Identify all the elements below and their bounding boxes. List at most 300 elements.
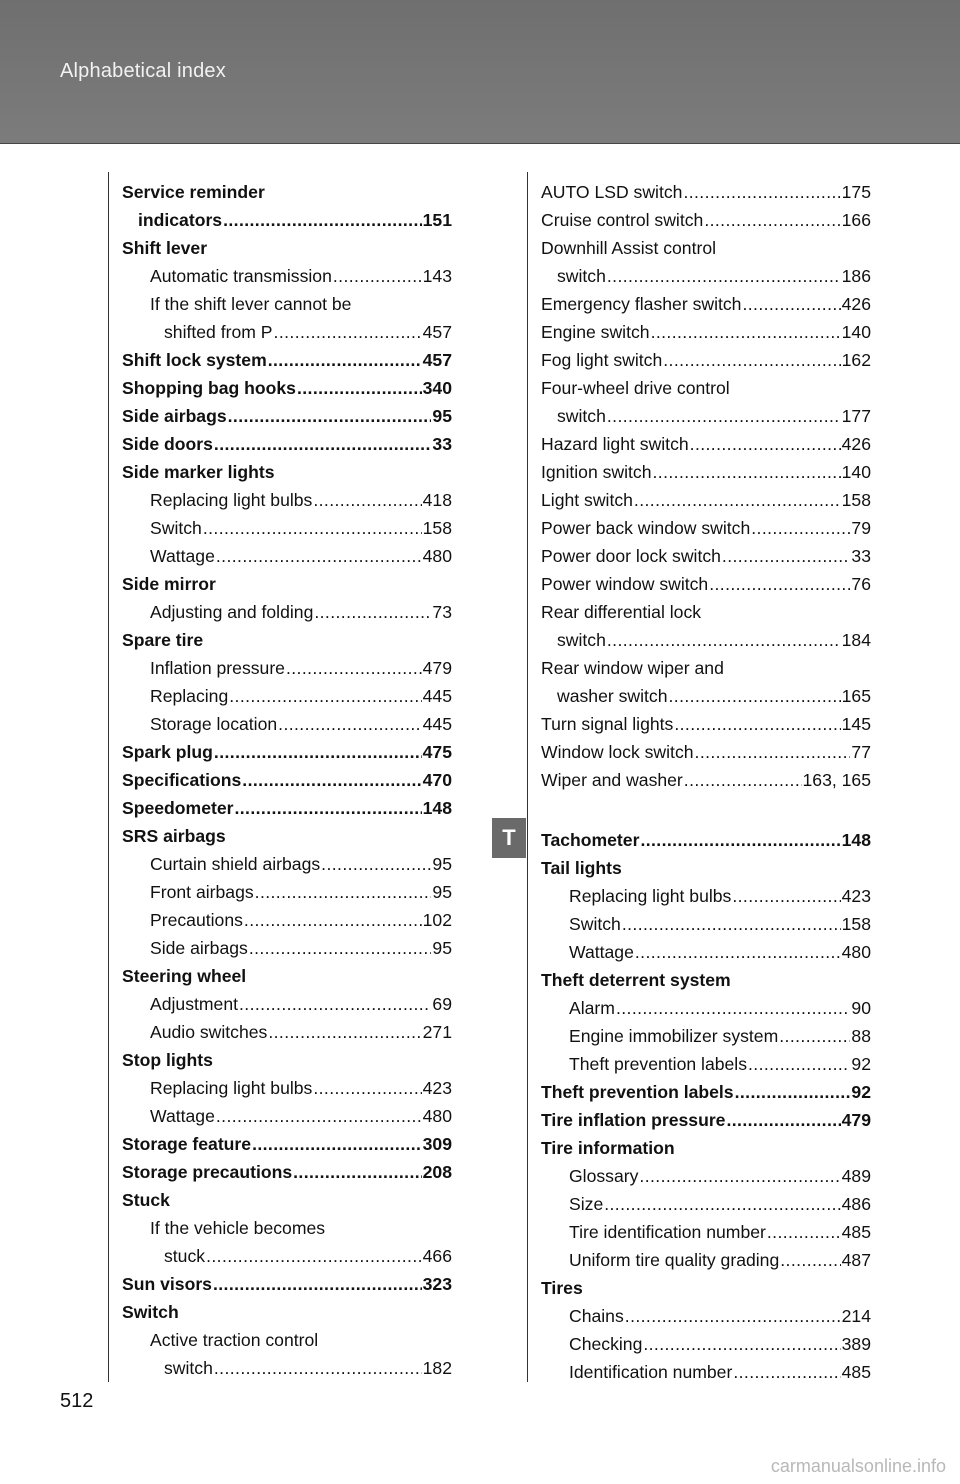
dot-leader [244,906,422,934]
index-entry-page[interactable]: 340 [422,378,452,398]
index-entry-label: Shift lever [122,238,208,258]
index-entry-page[interactable]: 480 [841,942,871,962]
dot-leader [249,934,432,962]
index-entry [122,654,452,682]
index-entry-label: Alarm [569,998,615,1018]
index-entry-page[interactable]: 480 [422,546,452,566]
dot-leader [684,766,802,794]
index-entry [122,1242,452,1270]
index-entry [541,966,871,994]
index-entry-label: Adjusting and folding [150,602,314,622]
dot-leader [651,318,841,346]
index-entry-label: Power door lock switch [541,546,721,566]
dot-leader [607,262,841,290]
index-entry-page[interactable]: 423 [841,886,871,906]
index-entry [122,1186,452,1214]
index-entry [541,430,871,458]
index-entry [122,1018,452,1046]
index-entry-page[interactable]: 177 [841,406,871,426]
index-entry-label: Tail lights [541,858,622,878]
index-entry-page[interactable]: 214 [841,1306,871,1326]
dot-leader [234,794,421,822]
index-entry [122,1158,452,1186]
watermark: carmanualsonline.info [770,1456,946,1476]
dot-leader [751,514,850,542]
index-entry-page[interactable]: 158 [841,490,871,510]
index-entry-page[interactable]: 73 [432,602,452,622]
index-entry-page[interactable]: 102 [422,910,452,930]
index-entry [541,346,871,374]
index-entry [541,262,871,290]
index-entry-page[interactable]: 485 [841,1362,871,1382]
dot-leader [622,910,841,938]
index-entry-label: Tire information [541,1138,675,1158]
index-entry [122,850,452,878]
index-entry-label: Fog light switch [541,350,663,370]
index-entry [541,318,871,346]
dot-leader [780,1246,840,1274]
dot-leader [228,402,432,430]
index-entry [541,1358,871,1386]
index-entry [122,710,452,738]
index-entry-label: Front airbags [150,882,254,902]
index-entry-label: stuck [164,1246,206,1266]
index-entry-label: switch [557,630,606,650]
index-entry [541,1274,871,1302]
index-entry-page[interactable]: 487 [841,1250,871,1270]
index-entry [541,1022,871,1050]
index-entry [122,738,452,766]
index-entry-page[interactable]: 489 [841,1166,871,1186]
index-entry-page[interactable]: 485 [841,1222,871,1242]
index-entry-label: Inflation pressure [150,658,285,678]
index-entry [541,1106,871,1134]
index-entry-label: Shift lock system [122,350,267,370]
index-entry-label: shifted from P [164,322,273,342]
index-entry-label: SRS airbags [122,826,226,846]
index-entry-label: Switch [122,1302,179,1322]
index-entry-page[interactable]: 423 [422,1078,452,1098]
dot-leader [268,346,422,374]
index-entry-label: Side airbags [122,406,227,426]
index-entry [122,290,452,318]
index-entry-label: Power window switch [541,574,709,594]
index-entry-label: Wiper and washer [541,770,683,790]
index-entry-label: Theft prevention labels [541,1082,734,1102]
index-entry-page[interactable]: 486 [841,1194,871,1214]
index-entry [122,598,452,626]
index-entry [541,710,871,738]
dot-leader [216,542,422,570]
index-entry-page[interactable]: 163, 165 [802,770,871,790]
index-entry [122,1074,452,1102]
dot-leader [214,1354,422,1382]
index-entry-label: Steering wheel [122,966,247,986]
dot-leader [722,542,851,570]
index-entry-page[interactable]: 184 [841,630,871,650]
index-entry-page[interactable]: 33 [432,434,452,454]
index-entry-label: Theft deterrent system [541,970,731,990]
index-entry [122,878,452,906]
index-entry [122,682,452,710]
dot-leader [321,850,431,878]
index-entry [541,994,871,1022]
dot-leader [213,1270,422,1298]
dot-leader [607,626,841,654]
index-entry [122,1298,452,1326]
index-entry-label: Tire identification number [569,1222,766,1242]
index-entry-label: Speedometer [122,798,234,818]
index-entry [541,654,871,682]
index-entry-page[interactable]: 95 [432,406,452,426]
index-entry [122,1326,452,1354]
index-entry-page[interactable]: 480 [422,1106,452,1126]
index-entry-label: Tire inflation pressure [541,1110,726,1130]
index-entry-page[interactable]: 140 [841,322,871,342]
dot-leader [206,1242,422,1270]
index-entry-page[interactable]: 208 [422,1162,452,1182]
index-entry-label: Service reminder [122,182,265,202]
index-entry-label: Stuck [122,1190,170,1210]
index-entry [541,826,871,854]
index-entry-page[interactable]: 182 [422,1358,452,1378]
index-entry [122,1102,452,1130]
index-entry-label: switch [557,406,606,426]
dot-leader [732,882,840,910]
dot-leader [625,1302,841,1330]
dot-leader [653,458,841,486]
index-entry-label: Theft prevention labels [569,1054,747,1074]
dot-leader [742,290,840,318]
index-entry [541,1050,871,1078]
dot-leader [314,598,431,626]
index-entry [122,822,452,850]
index-entry-label: Storage feature [122,1134,252,1154]
index-entry-label: Storage precautions [122,1162,293,1182]
dot-leader [709,570,850,598]
index-entry [122,1270,452,1298]
index-entry-label: Engine switch [541,322,650,342]
index-entry [122,626,452,654]
index-entry-page[interactable]: 470 [422,770,452,790]
dot-leader [735,1078,851,1106]
index-entry [541,570,871,598]
index-entry-label: If the vehicle becomes [150,1218,326,1238]
index-entry-page[interactable]: 92 [851,1082,871,1102]
index-entry [122,990,452,1018]
dot-leader [214,738,422,766]
index-entry [122,1046,452,1074]
index-entry-page[interactable]: 69 [432,994,452,1014]
index-entry-page[interactable]: 79 [851,518,871,538]
index-entry [541,1162,871,1190]
index-entry-label: Glossary [569,1166,639,1186]
left-column-rule [108,172,109,1382]
dot-leader [216,1102,422,1130]
index-entry-label: Storage location [150,714,278,734]
index-entry-page[interactable]: 466 [422,1246,452,1266]
index-entry-page[interactable]: 445 [422,686,452,706]
index-entry-page[interactable]: 389 [841,1334,871,1354]
index-entry [541,290,871,318]
index-entry-page[interactable]: 158 [841,914,871,934]
dot-leader [223,206,422,234]
index-entry [541,910,871,938]
index-entry [541,598,871,626]
index-entry-page[interactable]: 426 [841,434,871,454]
index-entry-page[interactable]: 475 [422,742,452,762]
index-entry-label: Checking [569,1334,643,1354]
index-entry-label: Engine immobilizer system [569,1026,779,1046]
dot-leader [313,1074,421,1102]
dot-leader [669,682,841,710]
index-entry [122,234,452,262]
index-entry-label: Tires [541,1278,583,1298]
index-entry-page[interactable]: 457 [422,322,452,342]
dot-leader [674,710,840,738]
dot-leader [643,1330,840,1358]
index-entry-page[interactable]: 323 [422,1274,452,1294]
dot-leader [293,1158,422,1186]
index-entry-label: Window lock switch [541,742,694,762]
index-entry-page[interactable]: 148 [841,830,871,850]
index-entry [541,682,871,710]
index-entry-label: Spark plug [122,742,213,762]
dot-leader [229,682,421,710]
index-entry-label: Active traction control [150,1330,319,1350]
index-entry-label: Four-wheel drive control [541,378,730,398]
index-entry-label: switch [557,266,606,286]
index-entry [122,542,452,570]
index-entry-label: Replacing light bulbs [150,490,313,510]
index-entry-label: Uniform tire quality grading [569,1250,780,1270]
index-entry-label: Replacing light bulbs [150,1078,313,1098]
page-header [0,0,960,144]
header-title: Alphabetical index [60,60,226,82]
index-entry-label: Turn signal lights [541,714,674,734]
index-entry-page[interactable]: 175 [841,182,871,202]
index-entry-label: Sun visors [122,1274,212,1294]
index-entry-label: Identification number [569,1362,733,1382]
index-entry-page[interactable]: 457 [422,350,452,370]
index-entry-page[interactable]: 426 [841,294,871,314]
index-entry-label: Switch [150,518,202,538]
index-entry-page[interactable]: 186 [841,266,871,286]
index-entry-page[interactable]: 418 [422,490,452,510]
index-entry-label: Precautions [150,910,243,930]
index-entry [122,458,452,486]
dot-leader [255,878,432,906]
index-entry-page[interactable]: 166 [841,210,871,230]
index-entry-label: If the shift lever cannot be [150,294,352,314]
index-entry-label: Tachometer [541,830,640,850]
dot-leader [695,738,851,766]
index-entry-page[interactable]: 95 [432,854,452,874]
index-entry-page[interactable]: 95 [432,882,452,902]
index-entry [122,430,452,458]
index-entry [541,882,871,910]
index-entry [541,854,871,882]
index-entry-label: Stop lights [122,1050,213,1070]
index-entry-page[interactable]: 151 [422,210,452,230]
dot-leader [297,374,422,402]
index-entry-label: Rear differential lock [541,602,702,622]
index-entry [122,486,452,514]
index-entry [122,178,452,206]
index-entry-page[interactable]: 140 [841,462,871,482]
index-entry-page[interactable]: 77 [851,742,871,762]
index-entry-label: Cruise control switch [541,210,704,230]
index-entry-page[interactable]: 88 [851,1026,871,1046]
dot-leader [268,1018,421,1046]
dot-leader [333,262,422,290]
index-entry-label: Ignition switch [541,462,652,482]
index-entry-label: Hazard light switch [541,434,689,454]
dot-leader [214,430,432,458]
dot-leader [690,430,841,458]
dot-leader [313,486,421,514]
index-entry-label: Curtain shield airbags [150,854,321,874]
index-entry-page[interactable]: 479 [841,1110,871,1130]
index-entry-page[interactable]: 148 [422,798,452,818]
dot-leader [239,990,431,1018]
index-entry [541,1246,871,1274]
index-entry [122,1214,452,1242]
index-entry-label: Side airbags [150,938,248,958]
dot-leader [683,178,840,206]
index-entry [541,626,871,654]
dot-leader [634,486,841,514]
index-entry-page[interactable]: 165 [841,686,871,706]
index-entry [122,346,452,374]
index-entry-page[interactable]: 95 [432,938,452,958]
index-entry-label: indicators [138,210,223,230]
index-entry-page[interactable]: 479 [422,658,452,678]
index-entry [541,514,871,542]
index-entry-label: Side doors [122,434,213,454]
index-entry-label: Replacing light bulbs [569,886,732,906]
dot-leader [278,710,421,738]
index-entry-label: Wattage [150,546,215,566]
index-entry-label: Light switch [541,490,633,510]
index-entry-label: Audio switches [150,1022,268,1042]
index-entry [122,318,452,346]
index-entry [541,766,871,794]
dot-leader [733,1358,840,1386]
index-entry-label: Adjustment [150,994,239,1014]
index-entry [541,206,871,234]
index-entry [541,1078,871,1106]
index-entry-label: switch [164,1358,213,1378]
dot-leader [663,346,840,374]
index-entry [541,1134,871,1162]
index-entry-page[interactable]: 76 [851,574,871,594]
dot-leader [748,1050,850,1078]
index-entry [122,262,452,290]
index-entry [122,906,452,934]
dot-leader [635,938,841,966]
dot-leader [779,1022,850,1050]
dot-leader [639,1162,840,1190]
index-column-right-bottom [541,826,871,1386]
index-entry-page[interactable]: 33 [851,546,871,566]
dot-leader [640,826,840,854]
index-entry [541,1190,871,1218]
index-entry-label: Specifications [122,770,242,790]
index-entry [122,402,452,430]
index-entry [541,374,871,402]
index-entry-label: Side mirror [122,574,216,594]
index-entry-label: Automatic transmission [150,266,332,286]
index-entry [541,1218,871,1246]
dot-leader [274,318,422,346]
index-entry [541,542,871,570]
index-column-left [122,178,452,1382]
index-entry-label: Rear window wiper and [541,658,724,678]
index-entry [122,206,452,234]
index-entry-page[interactable]: 143 [422,266,452,286]
index-entry [541,402,871,430]
index-entry [122,794,452,822]
index-entry-label: Chains [569,1306,624,1326]
dot-leader [203,514,422,542]
dot-leader [252,1130,422,1158]
index-entry-page[interactable]: 162 [841,350,871,370]
index-entry [541,178,871,206]
index-entry-label: Size [569,1194,604,1214]
index-entry-label: Downhill Assist control [541,238,717,258]
index-entry-label: Wattage [150,1106,215,1126]
index-entry-label: Switch [569,914,621,934]
index-entry-page[interactable]: 309 [422,1134,452,1154]
index-entry [541,738,871,766]
index-entry-label: Spare tire [122,630,204,650]
index-entry-page[interactable]: 158 [422,518,452,538]
index-entry [122,374,452,402]
index-entry-label: washer switch [557,686,668,706]
index-entry-page[interactable]: 92 [851,1054,871,1074]
dot-leader [704,206,840,234]
index-entry-page[interactable]: 445 [422,714,452,734]
dot-leader [726,1106,840,1134]
index-entry [122,1354,452,1382]
index-entry [122,766,452,794]
index-entry-label: Shopping bag hooks [122,378,296,398]
index-entry-label: Wattage [569,942,634,962]
center-column-rule [527,172,528,1382]
section-tab-t[interactable]: T [492,818,526,858]
page-number: 512 [60,1390,94,1412]
index-entry [122,1130,452,1158]
index-entry-page[interactable]: 271 [422,1022,452,1042]
dot-leader [604,1190,840,1218]
dot-leader [607,402,841,430]
index-entry [122,934,452,962]
dot-leader [242,766,421,794]
index-entry [122,570,452,598]
index-entry-page[interactable]: 145 [841,714,871,734]
index-entry [122,514,452,542]
dot-leader [286,654,422,682]
index-entry-label: Power back window switch [541,518,751,538]
index-entry [541,234,871,262]
index-entry [122,962,452,990]
index-entry-label: Replacing [150,686,229,706]
dot-leader [616,994,850,1022]
index-entry-label: Emergency flasher switch [541,294,742,314]
index-entry [541,1302,871,1330]
index-entry-page[interactable]: 90 [851,998,871,1018]
